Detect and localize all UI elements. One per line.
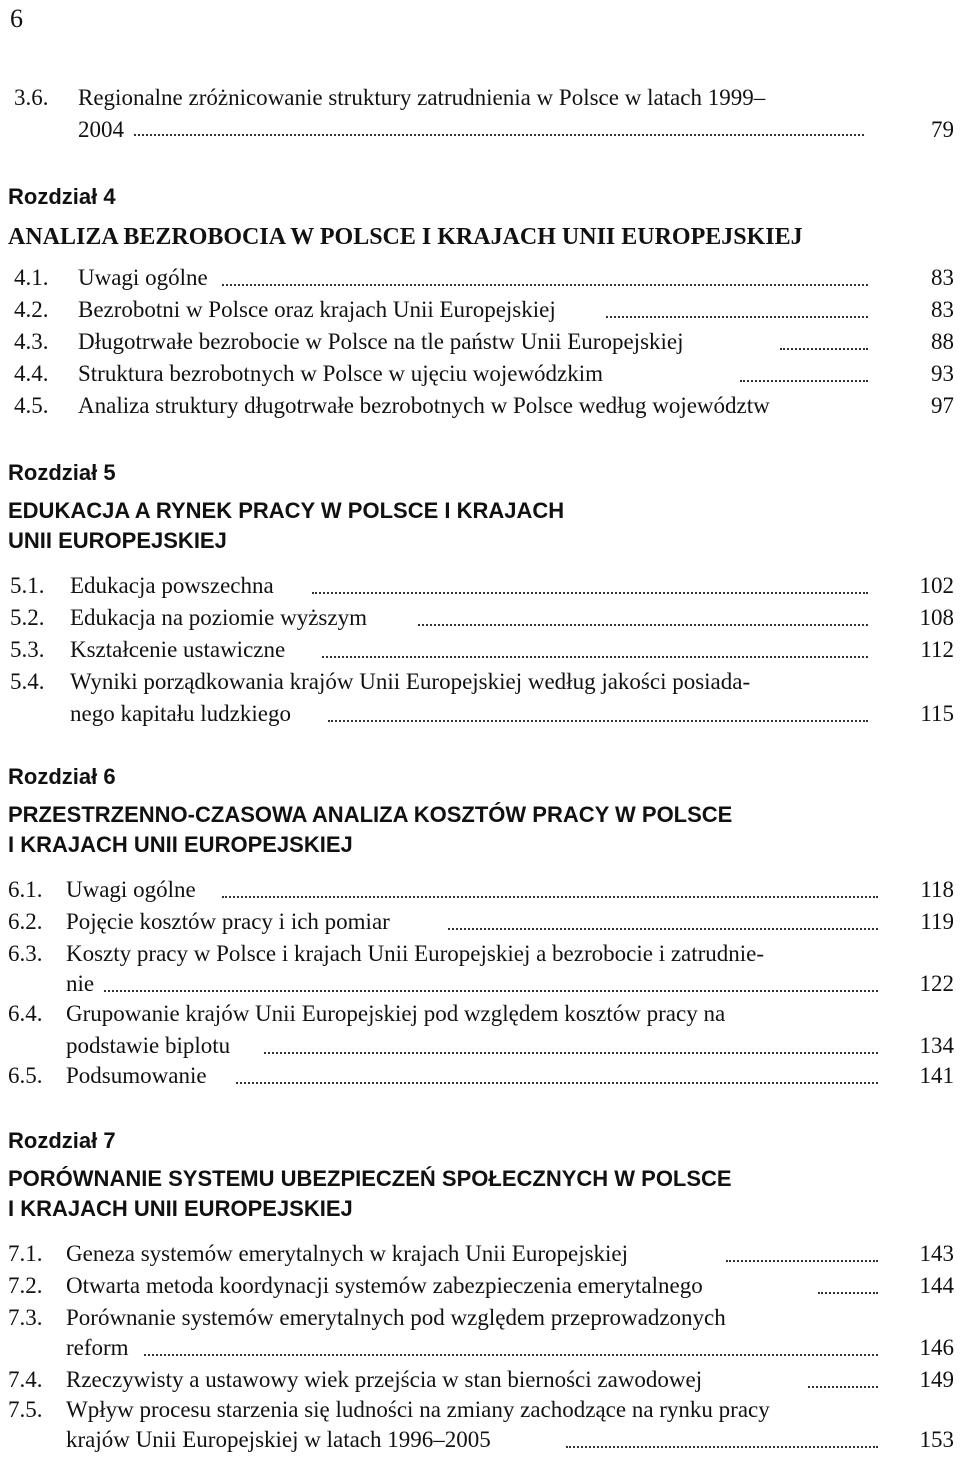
entry-number: 6.4. bbox=[8, 1001, 43, 1026]
entry-page: 122 bbox=[919, 971, 954, 996]
entry-title: Koszty pracy w Polsce i krajach Unii Europejskiej a bezrobocie i zatrudnie- bbox=[66, 941, 765, 966]
entry-title: Wyniki porządkowania krajów Unii Europejskiej według jakości posiada- bbox=[70, 669, 751, 694]
leader-dots bbox=[222, 284, 868, 286]
entry-title: Rzeczywisty a ustawowy wiek przejścia w stan bierności zawodowej bbox=[66, 1367, 703, 1392]
leader-dots bbox=[808, 1386, 878, 1388]
entry-number: 7.4. bbox=[8, 1367, 43, 1392]
leader-dots bbox=[322, 656, 868, 658]
entry-number: 7.5. bbox=[8, 1397, 43, 1422]
chapter-label: Rozdział 6 bbox=[8, 764, 116, 789]
entry-number: 7.3. bbox=[8, 1305, 43, 1330]
entry-title: Długotrwałe bezrobocie w Polsce na tle państw Unii Europejskiej bbox=[78, 329, 684, 354]
entry-number: 7.2. bbox=[8, 1273, 43, 1298]
chapter-label: Rozdział 4 bbox=[8, 184, 116, 209]
chapter-label: Rozdział 7 bbox=[8, 1128, 116, 1153]
entry-number: 5.2. bbox=[10, 605, 45, 630]
entry-number: 6.1. bbox=[8, 877, 43, 902]
entry-page: 83 bbox=[931, 297, 954, 322]
entry-number: 4.5. bbox=[14, 393, 49, 418]
entry-number: 4.1. bbox=[14, 265, 49, 290]
leader-dots bbox=[104, 990, 878, 992]
entry-title: Wpływ procesu starzenia się ludności na zmiany zachodzące na rynku pracy bbox=[66, 1397, 770, 1422]
entry-title: Geneza systemów emerytalnych w krajach Unii Europejskiej bbox=[66, 1241, 629, 1266]
chapter-title-line2: I KRAJACH UNII EUROPEJSKIEJ bbox=[8, 832, 353, 857]
leader-dots bbox=[566, 1446, 878, 1448]
entry-page: 108 bbox=[919, 605, 954, 630]
entry-number: 4.4. bbox=[14, 361, 49, 386]
entry-page: 102 bbox=[919, 573, 954, 598]
entry-title: Podsumowanie bbox=[66, 1063, 207, 1088]
chapter-title-line1: EDUKACJA A RYNEK PRACY W POLSCE I KRAJACH bbox=[8, 498, 565, 523]
leader-dots bbox=[740, 380, 868, 382]
entry-title-continued: reform bbox=[66, 1335, 129, 1360]
leader-dots bbox=[328, 720, 868, 722]
leader-dots bbox=[606, 316, 868, 318]
entry-title: Edukacja powszechna bbox=[70, 573, 274, 598]
leader-dots bbox=[134, 134, 864, 136]
entry-page: 88 bbox=[931, 329, 954, 354]
entry-page: 97 bbox=[931, 393, 954, 418]
entry-title: Grupowanie krajów Unii Europejskiej pod względem kosztów pracy na bbox=[66, 1001, 726, 1026]
entry-number: 5.4. bbox=[10, 669, 45, 694]
entry-page: 83 bbox=[931, 265, 954, 290]
entry-title: Pojęcie kosztów pracy i ich pomiar bbox=[66, 909, 390, 934]
entry-title: Uwagi ogólne bbox=[66, 877, 196, 902]
entry-page: 149 bbox=[919, 1367, 954, 1392]
entry-number: 6.5. bbox=[8, 1063, 43, 1088]
entry-title-continued: podstawie biplotu bbox=[66, 1033, 231, 1058]
chapter-label: Rozdział 5 bbox=[8, 460, 116, 485]
entry-page: 115 bbox=[920, 701, 954, 726]
leader-dots bbox=[780, 348, 868, 350]
entry-page: 79 bbox=[931, 117, 954, 142]
entry-number: 5.1. bbox=[10, 573, 45, 598]
entry-title: Regionalne zróżnicowanie struktury zatrudnienia w Polsce w latach 1999– bbox=[78, 85, 766, 110]
entry-number: 4.2. bbox=[14, 297, 49, 322]
entry-title: Edukacja na poziomie wyższym bbox=[70, 605, 367, 630]
entry-title-continued: nie bbox=[66, 971, 95, 996]
entry-title-continued: 2004 bbox=[78, 117, 124, 142]
entry-page: 143 bbox=[919, 1241, 954, 1266]
leader-dots bbox=[312, 592, 868, 594]
entry-title: Bezrobotni w Polsce oraz krajach Unii Europejskiej bbox=[78, 297, 556, 322]
entry-page: 141 bbox=[919, 1063, 954, 1088]
entry-title-continued: krajów Unii Europejskiej w latach 1996–2005 bbox=[66, 1427, 491, 1452]
entry-page: 112 bbox=[920, 637, 954, 662]
chapter-title: ANALIZA BEZROBOCIA W POLSCE I KRAJACH UNII EUROPEJSKIEJ bbox=[8, 224, 803, 250]
entry-title: Analiza struktury długotrwałe bezrobotnych w Polsce według województw bbox=[78, 393, 770, 418]
chapter-title-line2: I KRAJACH UNII EUROPEJSKIEJ bbox=[8, 1196, 353, 1221]
leader-dots bbox=[726, 1260, 878, 1262]
leader-dots bbox=[818, 1292, 878, 1294]
leader-dots bbox=[448, 928, 878, 930]
chapter-title-line2: UNII EUROPEJSKIEJ bbox=[8, 528, 227, 553]
entry-number: 3.6. bbox=[14, 85, 49, 110]
entry-title: Struktura bezrobotnych w Polsce w ujęciu wojewódzkim bbox=[78, 361, 604, 386]
page-number: 6 bbox=[10, 4, 23, 33]
entry-page: 118 bbox=[920, 877, 954, 902]
entry-page: 153 bbox=[919, 1427, 954, 1452]
leader-dots bbox=[144, 1354, 878, 1356]
entry-title: Uwagi ogólne bbox=[78, 265, 208, 290]
leader-dots bbox=[264, 1052, 878, 1054]
entry-number: 4.3. bbox=[14, 329, 49, 354]
leader-dots bbox=[418, 624, 868, 626]
entry-page: 134 bbox=[919, 1033, 954, 1058]
entry-page: 144 bbox=[919, 1273, 954, 1298]
entry-number: 6.2. bbox=[8, 909, 43, 934]
entry-title: Kształcenie ustawiczne bbox=[70, 637, 286, 662]
chapter-title-line1: PRZESTRZENNO-CZASOWA ANALIZA KOSZTÓW PRACY W POLSCE bbox=[8, 802, 733, 827]
entry-page: 119 bbox=[920, 909, 954, 934]
entry-title-continued: nego kapitału ludzkiego bbox=[70, 701, 291, 726]
leader-dots bbox=[236, 1082, 878, 1084]
chapter-title-line1: PORÓWNANIE SYSTEMU UBEZPIECZEŃ SPOŁECZNYCH W POLSCE bbox=[8, 1166, 732, 1191]
leader-dots bbox=[222, 896, 878, 898]
entry-page: 146 bbox=[919, 1335, 954, 1360]
entry-title: Porównanie systemów emerytalnych pod względem przeprowadzonych bbox=[66, 1305, 726, 1330]
entry-title: Otwarta metoda koordynacji systemów zabezpieczenia emerytalnego bbox=[66, 1273, 703, 1298]
entry-number: 6.3. bbox=[8, 941, 43, 966]
entry-number: 7.1. bbox=[8, 1241, 43, 1266]
entry-page: 93 bbox=[931, 361, 954, 386]
entry-number: 5.3. bbox=[10, 637, 45, 662]
